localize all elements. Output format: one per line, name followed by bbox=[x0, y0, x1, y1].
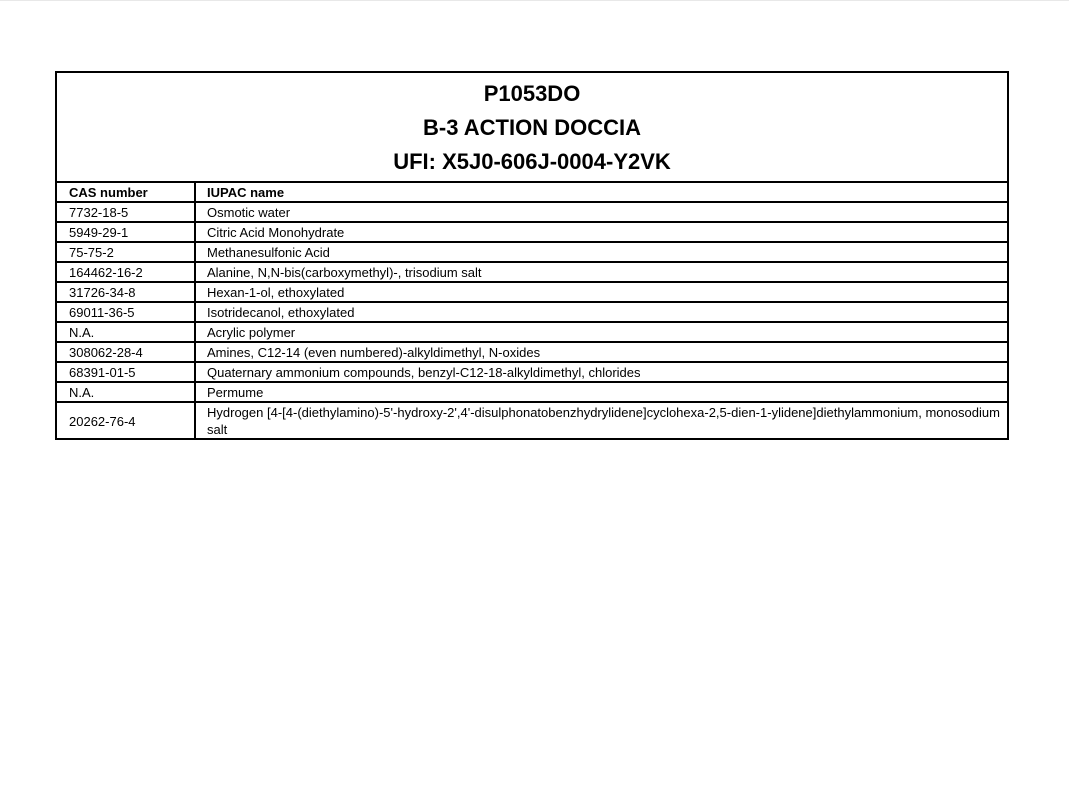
cas-number-cell: 20262-76-4 bbox=[57, 402, 195, 438]
cas-number-cell: 5949-29-1 bbox=[57, 222, 195, 242]
table-row bbox=[57, 402, 1007, 438]
cas-number-cell: 68391-01-5 bbox=[57, 362, 195, 382]
table-row bbox=[57, 342, 1007, 362]
cas-number-header: CAS number bbox=[57, 183, 195, 202]
table-header-row bbox=[57, 183, 1007, 202]
table-row bbox=[57, 362, 1007, 382]
iupac-name-cell: Isotridecanol, ethoxylated bbox=[195, 302, 1007, 322]
table-row bbox=[57, 242, 1007, 262]
table-row bbox=[57, 302, 1007, 322]
iupac-name-cell: Quaternary ammonium compounds, benzyl-C12-18-alkyldimethyl, chlorides bbox=[195, 362, 1007, 382]
cas-number-cell: 31726-34-8 bbox=[57, 282, 195, 302]
cas-number-cell: 308062-28-4 bbox=[57, 342, 195, 362]
iupac-name-cell: Alanine, N,N-bis(carboxymethyl)-, trisodium salt bbox=[195, 262, 1007, 282]
cas-number-cell: N.A. bbox=[57, 322, 195, 342]
ufi-code: UFI: X5J0-606J-0004-Y2VK bbox=[393, 149, 671, 174]
table-row bbox=[57, 202, 1007, 222]
product-code: P1053DO bbox=[483, 81, 581, 106]
iupac-name-cell: Permume bbox=[195, 382, 1007, 402]
table-row bbox=[57, 322, 1007, 342]
cas-number-cell: 7732-18-5 bbox=[57, 202, 195, 222]
iupac-name-cell: Hexan-1-ol, ethoxylated bbox=[195, 282, 1007, 302]
iupac-name-cell: Hydrogen [4-[4-(diethylamino)-5'-hydroxy-2',4'-disulphonatobenzhydrylidene]cyclohexa-2,5-dien-1-ylidene]diethylammonium, monosodium salt bbox=[207, 405, 1000, 437]
table-row bbox=[57, 382, 1007, 402]
composition-table bbox=[57, 183, 1007, 438]
cas-number-cell: 69011-36-5 bbox=[57, 302, 195, 322]
iupac-name-cell: Methanesulfonic Acid bbox=[195, 242, 1007, 262]
composition-sheet bbox=[55, 71, 1009, 440]
table-row bbox=[57, 262, 1007, 282]
iupac-name-cell: Acrylic polymer bbox=[195, 322, 1007, 342]
cas-number-cell: N.A. bbox=[57, 382, 195, 402]
table-row bbox=[57, 282, 1007, 302]
table-row bbox=[57, 222, 1007, 242]
cas-number-cell: 164462-16-2 bbox=[57, 262, 195, 282]
iupac-name-cell: Osmotic water bbox=[195, 202, 1007, 222]
product-name: B-3 ACTION DOCCIA bbox=[423, 115, 641, 140]
iupac-name-cell: Citric Acid Monohydrate bbox=[195, 222, 1007, 242]
iupac-name-cell: Amines, C12-14 (even numbered)-alkyldimethyl, N-oxides bbox=[195, 342, 1007, 362]
document-header bbox=[57, 73, 1007, 183]
cas-number-cell: 75-75-2 bbox=[57, 242, 195, 262]
iupac-name-header: IUPAC name bbox=[195, 183, 1007, 202]
